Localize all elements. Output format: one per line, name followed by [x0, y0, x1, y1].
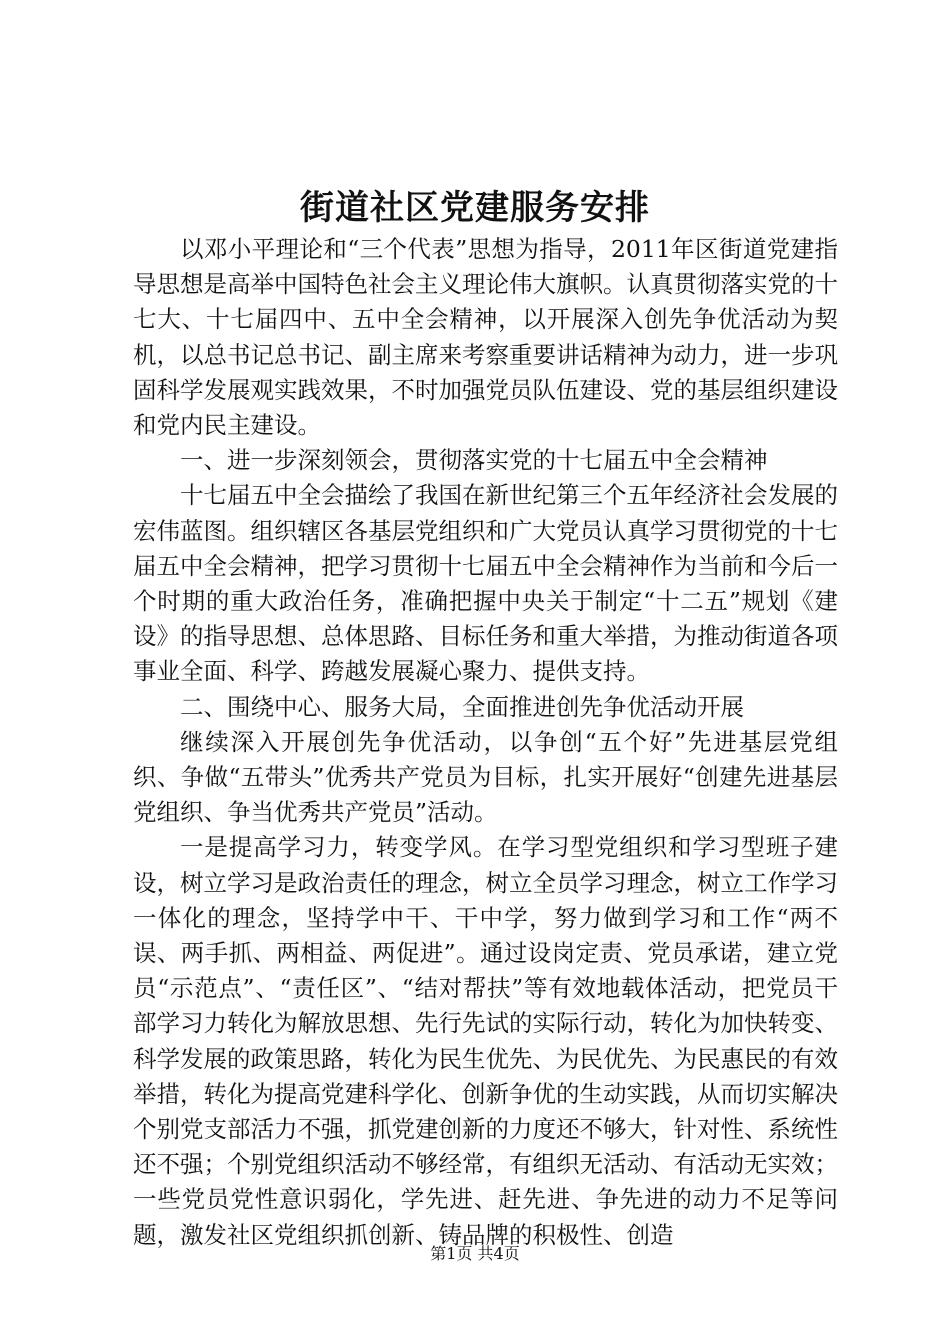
section-heading-2: 二、围绕中心、服务大局，全面推进创先争优活动开展	[180, 692, 744, 721]
document-body	[133, 232, 838, 1253]
paragraph-section-2: 继续深入开展创先争优活动，以争创“五个好”先进基层党组织、争做“五带头”优秀共产党员为目标，扎实开展好“创建先进基层党组织、争当优秀共产党员”活动。	[133, 727, 838, 827]
page-footer: 第1页 共4页	[430, 1244, 520, 1263]
paragraph-section-1: 十七届五中全会描绘了我国在新世纪第三个五年经济社会发展的宏伟蓝图。组织辖区各基层党组织和广大党员认真学习贯彻党的十七届五中全会精神，把学习贯彻十七届五中全会精神作为当前和今后一个时期的重大政治任务，准确把握中央关于制定“十二五”规划《建设》的指导思想、总体思路、目标任务和重大举措，为推动街道各项事业全面、科学、跨越发展凝心聚力、提供支持。	[133, 481, 838, 686]
paragraph-intro: 以邓小平理论和“三个代表”思想为指导，2011年区街道党建指导思想是高举中国特色社会主义理论伟大旗帜。认真贯彻落实党的十七大、十七届四中、五中全会精神，以开展深入创先争优活动为契机，以总书记总书记、副主席来考察重要讲话精神为动力，进一步巩固科学发展观实践效果，不时加强党员队伍建设、党的基层组织建设和党内民主建设。	[133, 235, 838, 440]
section-heading-1: 一、进一步深刻领会，贯彻落实党的十七届五中全会精神	[180, 446, 768, 475]
document-title: 街道社区党建服务安排	[300, 188, 650, 228]
paragraph-point-1: 一是提高学习力，转变学风。在学习型党组织和学习型班子建设，树立学习是政治责任的理念，树立全员学习理念，树立工作学习一体化的理念，坚持学中干、干中学，努力做到学习和工作“两不误、两手抓、两相益、两促进”。通过设岗定责、党员承诺，建立党员“示范点”、“责任区”、“结对帮扶”等有效地载体活动，把党员干部学习力转化为解放思想、先行先试的实际行动，转化为加快转变、科学发展的政策思路，转化为民生优先、为民优先、为民惠民的有效举措，转化为提高党建科学化、创新争优的生动实践，从而切实解决个别党支部活力不强，抓党建创新的力度还不够大，针对性、系统性还不强；个别党组织活动不够经常，有组织无活动、有活动无实效；一些党员党性意识弱化，学先进、赶先进、争先进的动力不足等问题，激发社区党组织抓创新、铸品牌的积极性、创造	[133, 833, 838, 1249]
